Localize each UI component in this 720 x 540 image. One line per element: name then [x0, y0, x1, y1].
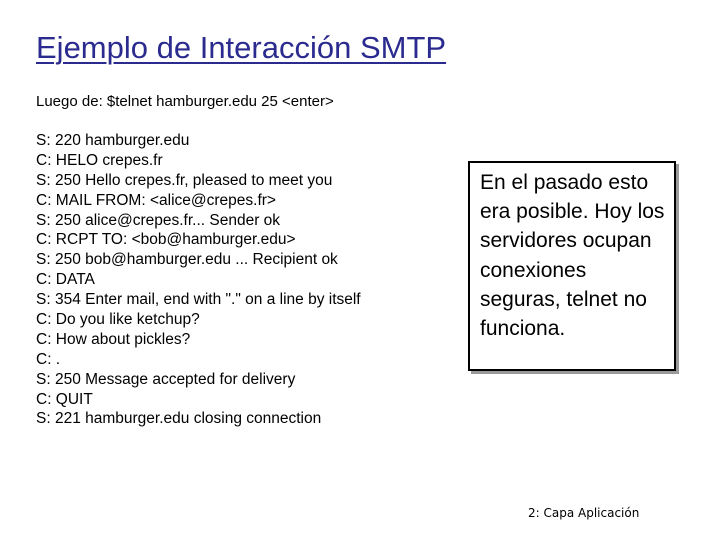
dialog-line: C: RCPT TO: <bob@hamburger.edu> — [36, 231, 296, 249]
smtp-dialog — [36, 131, 361, 429]
dialog-line: S: 250 bob@hamburger.edu ... Recipient ok — [36, 251, 338, 269]
dialog-line: C: . — [36, 350, 61, 368]
note-text: En el pasado esto era posible. Hoy los servidores ocupan conexiones seguras, telnet no funciona. — [480, 171, 665, 341]
dialog-line: C: DATA — [36, 271, 95, 289]
dialog-line: S: 250 alice@crepes.fr... Sender ok — [36, 211, 281, 229]
dialog-line: C: QUIT — [36, 390, 93, 408]
dialog-line: S: 354 Enter mail, end with "." on a line by itself — [36, 291, 361, 309]
slide-footer: 2: Capa Aplicación — [528, 506, 640, 520]
telnet-intro-line: Luego de: $telnet hamburger.edu 25 <enter> — [36, 93, 334, 110]
dialog-line: S: 250 Hello crepes.fr, pleased to meet you — [36, 171, 333, 189]
dialog-line: S: 220 hamburger.edu — [36, 132, 190, 149]
slide-title: Ejemplo de Interacción SMTP — [36, 30, 447, 65]
dialog-line: C: How about pickles? — [36, 330, 191, 348]
dialog-line: S: 221 hamburger.edu closing connection — [36, 410, 322, 428]
dialog-line: C: HELO crepes.fr — [36, 151, 163, 169]
dialog-line: S: 250 Message accepted for delivery — [36, 370, 296, 388]
dialog-line: C: MAIL FROM: <alice@crepes.fr> — [36, 191, 276, 209]
dialog-line: C: Do you like ketchup? — [36, 311, 200, 329]
note-box — [468, 161, 676, 371]
